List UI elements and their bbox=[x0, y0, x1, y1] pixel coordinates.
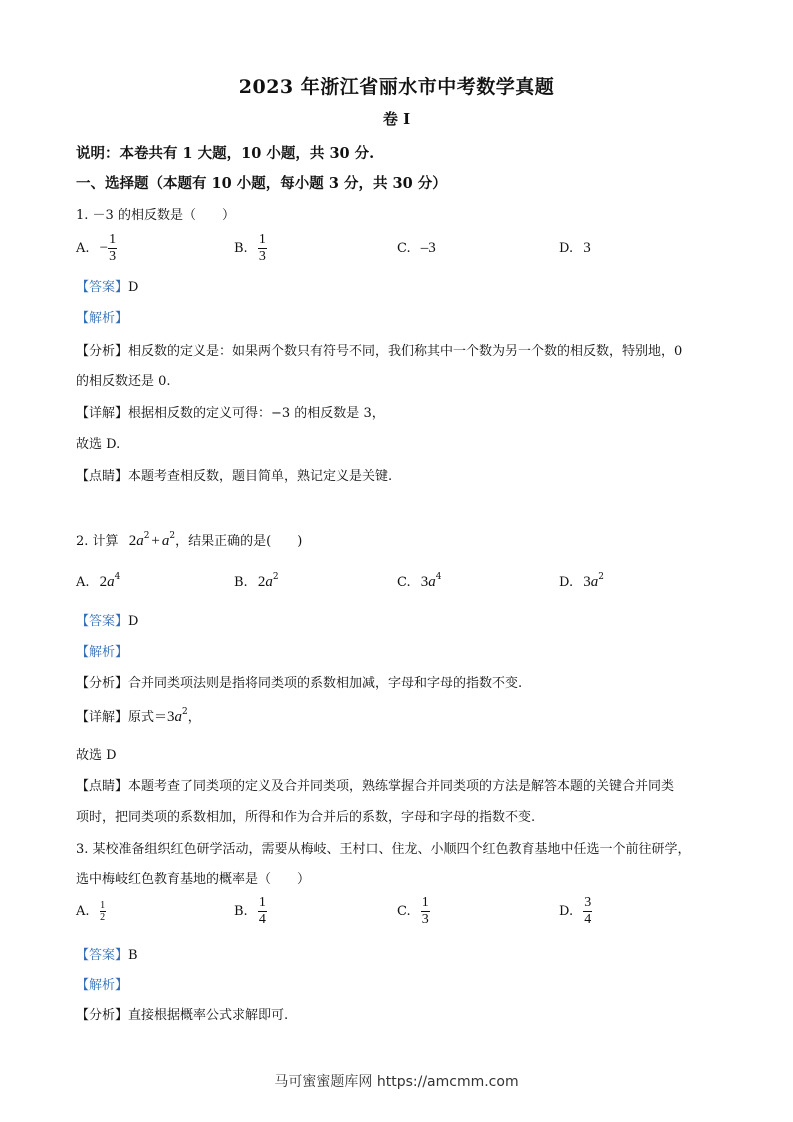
q2-option-b bbox=[234, 572, 279, 591]
denominator: 4 bbox=[584, 912, 592, 927]
dianjing-text: 本题考查了同类项的定义及合并同类项，熟练掌握合并同类项的方法是解答本题的关键合并同类 bbox=[128, 779, 675, 794]
q1-xiangjie bbox=[76, 402, 385, 421]
q2-option-c bbox=[397, 572, 442, 591]
exponent: 4 bbox=[435, 572, 442, 582]
q1-fenxi bbox=[76, 340, 682, 359]
q2-answer bbox=[76, 610, 138, 629]
exponent: 2 bbox=[272, 572, 279, 582]
q3-stem: 3. 某校准备组织红色研学活动，需要从梅岐、王村口、住龙、小顺四个红色教育基地中任选一个前往研学， bbox=[76, 842, 691, 857]
q1-analysis-tag: 【解析】 bbox=[76, 311, 129, 326]
xiangjie-suffix: ， bbox=[187, 710, 201, 725]
variable: a bbox=[174, 709, 183, 725]
q1-option-d bbox=[559, 240, 591, 257]
option-value: –3 bbox=[420, 240, 436, 256]
numerator: 3 bbox=[584, 895, 592, 910]
option-label: D. bbox=[559, 575, 574, 590]
answer-tag: 【答案】 bbox=[76, 280, 129, 295]
numerator: 1 bbox=[421, 895, 429, 910]
plus-sign: + bbox=[151, 533, 160, 549]
answer-tag: 【答案】 bbox=[76, 614, 129, 629]
fenxi-tag: 【分析】 bbox=[76, 1008, 129, 1023]
fenxi-tag: 【分析】 bbox=[76, 344, 129, 359]
numerator: 1 bbox=[258, 232, 266, 247]
answer-value: B bbox=[128, 948, 138, 963]
q2-xiangjie bbox=[76, 706, 201, 726]
variable: a bbox=[265, 574, 273, 590]
q1-choose: 故选 D. bbox=[76, 437, 121, 452]
option-label: D. bbox=[559, 241, 574, 256]
denominator: 3 bbox=[258, 249, 266, 264]
fraction bbox=[583, 895, 592, 928]
fraction bbox=[258, 232, 267, 265]
fraction bbox=[258, 895, 267, 928]
q1-stem: 1. －3 的相反数是（ ） bbox=[76, 208, 235, 223]
xiangjie-prefix: 原式＝ bbox=[128, 710, 168, 725]
q2-stem bbox=[76, 530, 302, 550]
q3-option-a bbox=[76, 900, 106, 923]
q2-fenxi bbox=[76, 672, 522, 691]
q2-analysis-tag: 【解析】 bbox=[76, 645, 129, 660]
variable: a bbox=[136, 533, 144, 549]
section-heading: 一、选择题（本题有 10 小题，每小题 3 分，共 30 分） bbox=[76, 175, 447, 192]
answer-value: D bbox=[128, 614, 139, 629]
option-label: C. bbox=[397, 904, 411, 919]
option-label: B. bbox=[234, 904, 248, 919]
q3-fenxi bbox=[76, 1004, 288, 1023]
q3-option-b bbox=[234, 895, 267, 928]
fenxi-text: 相反数的定义是：如果两个数只有符号不同，我们称其中一个数为另一个数的相反数，特别地，0 bbox=[128, 344, 683, 359]
answer-tag: 【答案】 bbox=[76, 948, 129, 963]
q1-option-c bbox=[397, 240, 436, 257]
denominator: 2 bbox=[100, 912, 106, 923]
coefficient: 3 bbox=[420, 574, 429, 590]
answer-value: D bbox=[128, 280, 139, 295]
exponent: 2 bbox=[182, 707, 188, 717]
fenxi-tag: 【分析】 bbox=[76, 676, 129, 691]
fenxi-text: 合并同类项法则是指将同类项的系数相加减，字母和字母的指数不变. bbox=[128, 676, 523, 691]
q3-analysis-tag: 【解析】 bbox=[76, 978, 129, 993]
q2-dianjing bbox=[76, 775, 674, 794]
exponent: 4 bbox=[114, 572, 121, 582]
dianjing-text: 本题考查相反数，题目简单，熟记定义是关键. bbox=[128, 469, 393, 484]
q1-dianjing bbox=[76, 465, 392, 484]
minus-sign: − bbox=[99, 240, 109, 256]
q2-choose: 故选 D bbox=[76, 748, 117, 763]
numerator: 1 bbox=[109, 232, 117, 247]
volume-label: 卷 I bbox=[382, 110, 411, 128]
instructions: 说明：本卷共有 1 大题，10 小题，共 30 分. bbox=[76, 145, 375, 162]
dianjing-tag: 【点睛】 bbox=[76, 779, 129, 794]
page-title: 2023 年浙江省丽水市中考数学真题 bbox=[238, 76, 555, 98]
denominator: 3 bbox=[421, 912, 429, 927]
q1-fenxi-cont: 的相反数还是 0. bbox=[76, 374, 171, 389]
coefficient: 2 bbox=[257, 574, 266, 590]
xiangjie-tag: 【详解】 bbox=[76, 710, 129, 725]
variable: a bbox=[428, 574, 436, 590]
q3-option-d bbox=[559, 895, 592, 928]
exponent: 2 bbox=[169, 531, 176, 541]
coefficient: 2 bbox=[99, 574, 108, 590]
xiangjie-tag: 【详解】 bbox=[76, 406, 129, 421]
coefficient: 3 bbox=[583, 574, 591, 590]
numerator: 1 bbox=[258, 895, 266, 910]
fenxi-text: 直接根据概率公式求解即可. bbox=[128, 1008, 289, 1023]
fraction bbox=[421, 895, 430, 928]
dianjing-tag: 【点睛】 bbox=[76, 469, 129, 484]
q1-answer bbox=[76, 276, 138, 295]
numerator: 1 bbox=[100, 900, 106, 911]
q2-option-a bbox=[76, 572, 120, 591]
option-label: C. bbox=[397, 575, 411, 590]
stem-suffix: ，结果正确的是( ) bbox=[175, 534, 303, 549]
q3-option-c bbox=[397, 895, 430, 928]
stem-prefix: 2. 计算 bbox=[76, 534, 119, 549]
xiangjie-text: 根据相反数的定义可得：−3 的相反数是 3， bbox=[128, 406, 385, 421]
denominator: 4 bbox=[258, 912, 266, 927]
option-label: B. bbox=[234, 241, 248, 256]
q3-answer bbox=[76, 944, 138, 963]
option-label: A. bbox=[76, 241, 90, 256]
option-label: A. bbox=[76, 904, 90, 919]
option-value: 3 bbox=[583, 240, 591, 256]
q1-option-b bbox=[234, 232, 267, 265]
variable: a bbox=[161, 533, 170, 549]
option-label: D. bbox=[559, 904, 574, 919]
denominator: 3 bbox=[109, 249, 117, 264]
variable: a bbox=[107, 574, 115, 590]
option-label: B. bbox=[234, 575, 248, 590]
option-label: A. bbox=[76, 575, 90, 590]
q2-option-d bbox=[559, 572, 604, 591]
coefficient: 2 bbox=[128, 533, 137, 549]
option-label: C. bbox=[397, 241, 411, 256]
exponent: 2 bbox=[143, 531, 150, 541]
fraction bbox=[108, 232, 117, 265]
footer-watermark: 马可蜜蜜题库网 https://amcmm.com bbox=[274, 1074, 519, 1090]
exponent: 2 bbox=[598, 572, 604, 582]
fraction bbox=[100, 900, 106, 923]
q2-dianjing-cont: 项时，把同类项的系数相加，所得和作为合并后的系数，字母和字母的指数不变. bbox=[76, 810, 536, 825]
variable: a bbox=[590, 574, 599, 590]
q3-stem-cont: 选中梅岐红色教育基地的概率是（ ） bbox=[76, 872, 311, 887]
coefficient: 3 bbox=[167, 709, 175, 725]
q1-option-a bbox=[76, 232, 117, 265]
